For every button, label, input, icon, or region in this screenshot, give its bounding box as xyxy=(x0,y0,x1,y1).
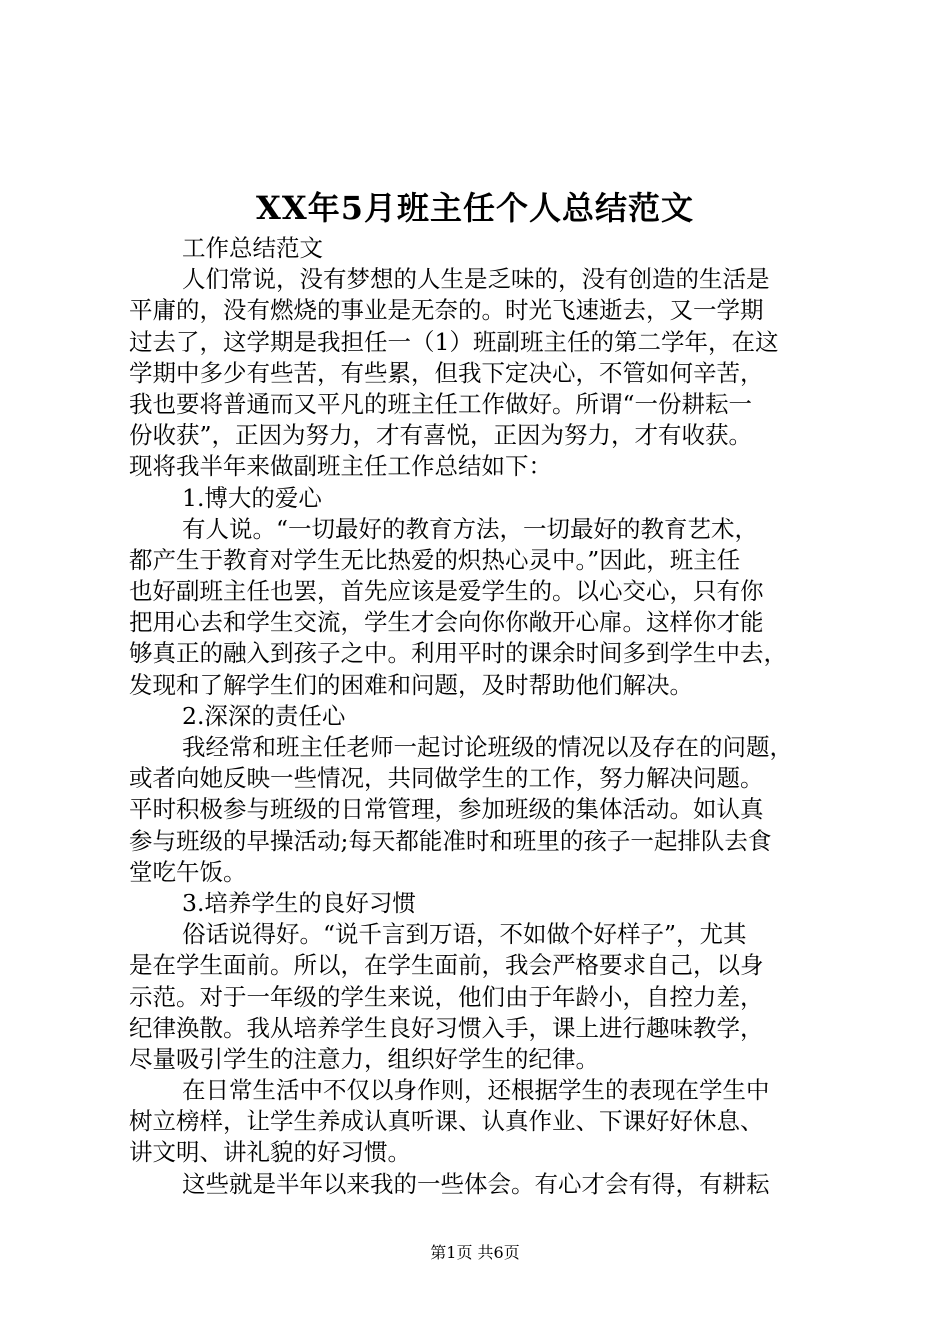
body-line: 或者向她反映一些情况，共同做学生的工作，努力解决问题。 xyxy=(129,764,764,793)
body-line: 学期中多少有些苦，有些累，但我下定决心，不管如何辛苦， xyxy=(129,358,764,387)
body-line: 这些就是半年以来我的一些体会。有心才会有得，有耕耘 xyxy=(182,1169,770,1198)
body-line: 3.培养学生的良好习惯 xyxy=(182,888,416,917)
document-body xyxy=(129,233,834,1200)
page-footer: 第1页 共6页 xyxy=(430,1243,520,1262)
body-line: 尽量吸引学生的注意力，组织好学生的纪律。 xyxy=(129,1044,599,1073)
body-line: 都产生于教育对学生无比热爱的炽热心灵中。”因此，班主任 xyxy=(129,545,741,574)
body-line: 是在学生面前。所以，在学生面前，我会严格要求自己，以身 xyxy=(129,951,764,980)
body-line: 2.深深的责任心 xyxy=(182,701,346,730)
body-line: 平时积极参与班级的日常管理，参加班级的集体活动。如认真 xyxy=(129,795,764,824)
body-line: 我也要将普通而又平凡的班主任工作做好。所谓“一份耕耘一 xyxy=(129,389,753,418)
body-line: 也好副班主任也罢，首先应该是爱学生的。以心交心，只有你 xyxy=(129,577,764,606)
body-line: 讲文明、讲礼貌的好习惯。 xyxy=(129,1138,411,1167)
body-line: 把用心去和学生交流，学生才会向你你敞开心扉。这样你才能 xyxy=(129,608,764,637)
body-line: 人们常说，没有梦想的人生是乏味的，没有创造的生活是 xyxy=(182,265,770,294)
body-line: 俗话说得好。“说千言到万语，不如做个好样子”，尤其 xyxy=(182,920,747,949)
body-line: 树立榜样，让学生养成认真听课、认真作业、下课好好休息、 xyxy=(129,1107,764,1136)
body-line: 参与班级的早操活动;每天都能准时和班里的孩子一起排队去食 xyxy=(129,826,772,855)
body-line: 现将我半年来做副班主任工作总结如下： xyxy=(129,452,552,481)
body-line: 1.博大的爱心 xyxy=(182,483,322,512)
body-line: 我经常和班主任老师一起讨论班级的情况以及存在的问题， xyxy=(182,733,793,761)
body-line: 工作总结范文 xyxy=(182,234,323,262)
body-line: 发现和了解学生们的困难和问题，及时帮助他们解决。 xyxy=(129,670,693,699)
body-line: 在日常生活中不仅以身作则，还根据学生的表现在学生中 xyxy=(182,1076,770,1105)
document-title: XX年5月班主任个人总结范文 xyxy=(256,189,694,227)
body-line: 平庸的，没有燃烧的事业是无奈的。时光飞速逝去，又一学期 xyxy=(129,296,764,325)
body-line: 有人说。“一切最好的教育方法，一切最好的教育艺术， xyxy=(182,514,759,543)
body-line: 份收获”，正因为努力，才有喜悦，正因为努力，才有收获。 xyxy=(129,421,753,450)
body-line: 堂吃午饭。 xyxy=(129,857,247,886)
body-line: 纪律涣散。我从培养学生良好习惯入手，课上进行趣味教学， xyxy=(129,1013,764,1042)
body-line: 过去了，这学期是我担任一（1）班副班主任的第二学年，在这 xyxy=(129,327,779,356)
body-line: 够真正的融入到孩子之中。利用平时的课余时间多到学生中去， xyxy=(129,639,787,668)
body-line: 示范。对于一年级的学生来说，他们由于年龄小，自控力差， xyxy=(129,982,764,1011)
